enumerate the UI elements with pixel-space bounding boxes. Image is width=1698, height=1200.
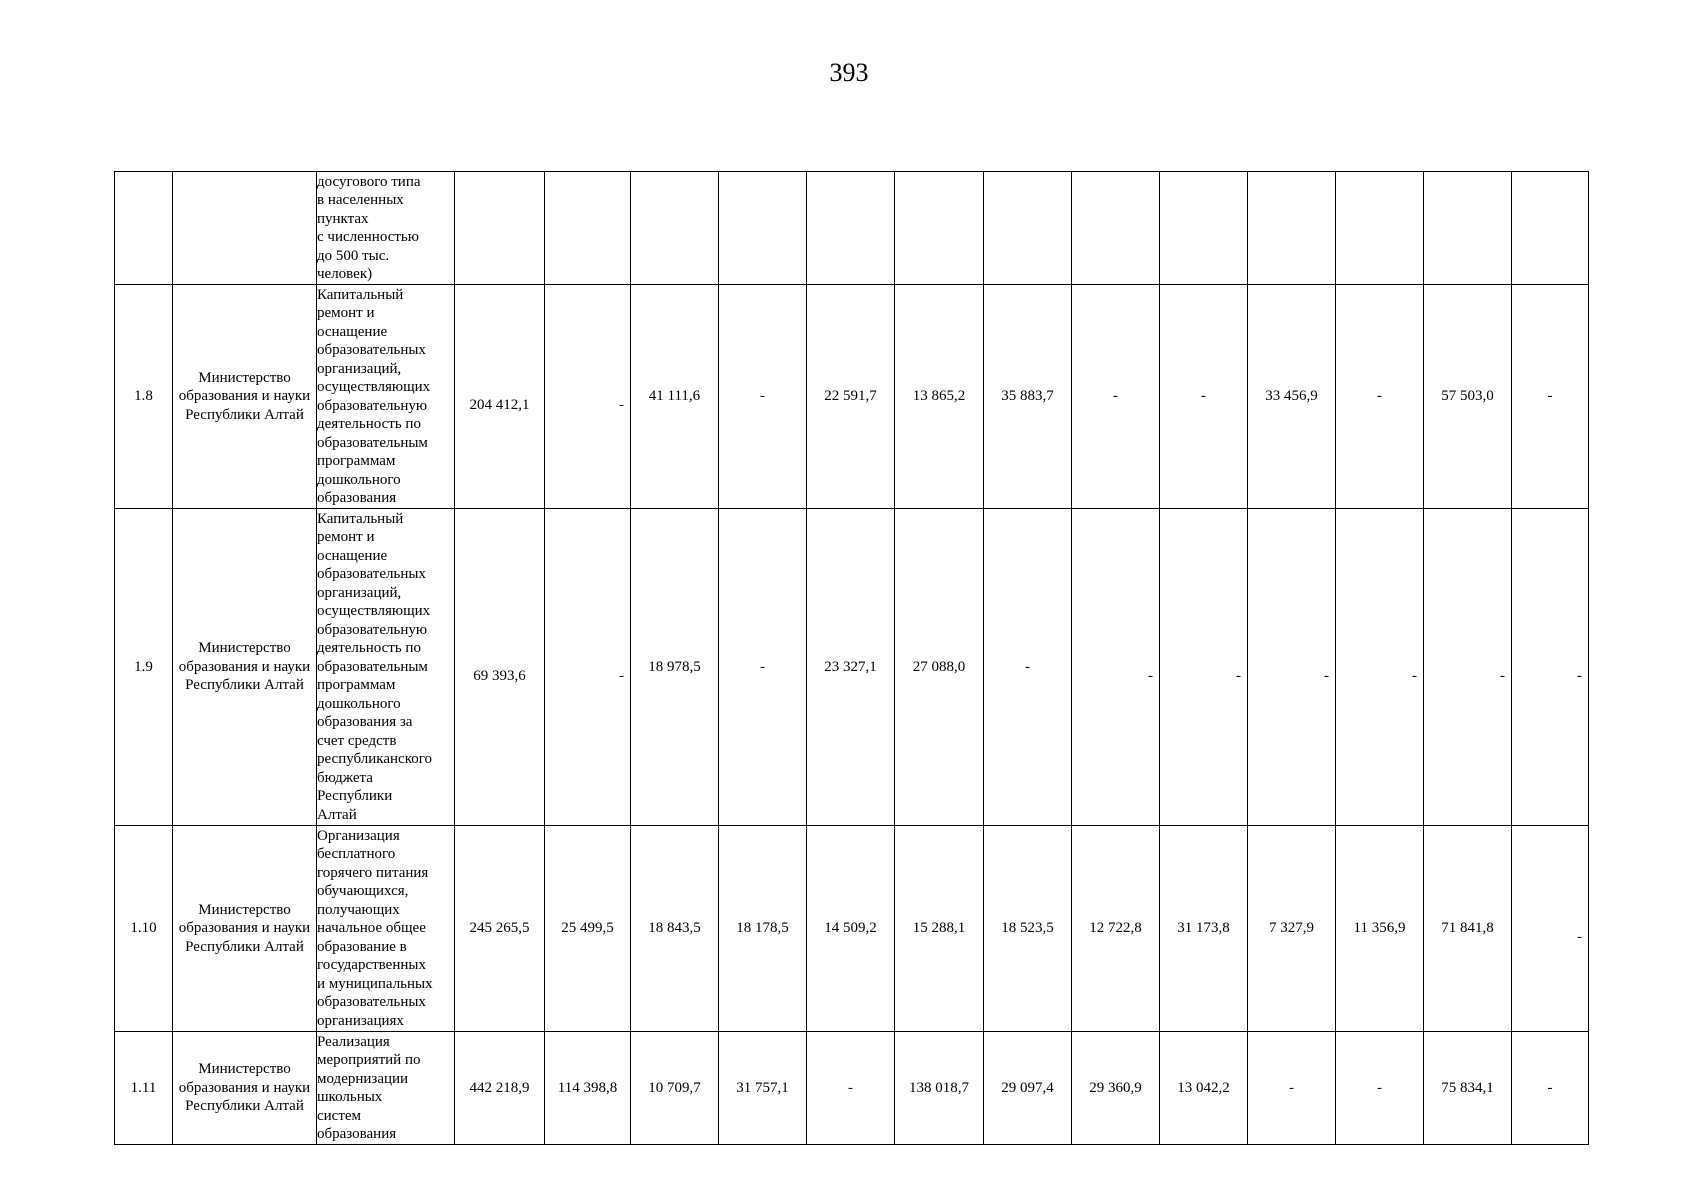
total-cell: 442 218,9 <box>455 1032 545 1145</box>
value-cell: - <box>1248 509 1336 826</box>
page-number: 393 <box>829 58 869 87</box>
value-cell: - <box>1512 285 1589 509</box>
value-cell: 31 173,8 <box>1160 826 1248 1032</box>
value-cell: 22 591,7 <box>807 285 895 509</box>
value-cell: 18 843,5 <box>631 826 719 1032</box>
value-cell <box>1512 172 1589 285</box>
value-cell: - <box>1512 826 1589 1032</box>
organization-cell: Министерство образования и науки Республики Алтай <box>173 509 317 826</box>
value-cell: 35 883,7 <box>984 285 1072 509</box>
value-cell: 11 356,9 <box>1336 826 1424 1032</box>
organization-cell: Министерство образования и науки Республики Алтай <box>173 285 317 509</box>
value-cell: - <box>1336 285 1424 509</box>
value-cell: 23 327,1 <box>807 509 895 826</box>
value-cell: 18 978,5 <box>631 509 719 826</box>
value-cell: - <box>1248 1032 1336 1145</box>
organization-cell: Министерство образования и науки Республики Алтай <box>173 1032 317 1145</box>
value-cell: 13 042,2 <box>1160 1032 1248 1145</box>
value-cell: 29 360,9 <box>1072 1032 1160 1145</box>
description-cell: Капитальный ремонт и оснащение образовательных организаций, осуществляющих образовательную деятельность по образовательным программам дошкольного образования за счет средств республиканского бюджета Республики Алтай <box>317 509 455 826</box>
value-cell: 7 327,9 <box>1248 826 1336 1032</box>
value-cell: - <box>1512 1032 1589 1145</box>
description-cell: Реализация мероприятий по модернизации школьных систем образования <box>317 1032 455 1145</box>
value-cell: - <box>1072 509 1160 826</box>
row-number: 1.8 <box>115 285 173 509</box>
value-cell <box>1424 172 1512 285</box>
value-cell: - <box>1160 285 1248 509</box>
table-row <box>115 826 1589 1032</box>
value-cell: - <box>719 285 807 509</box>
table-row <box>115 509 1589 826</box>
value-cell: 27 088,0 <box>895 509 984 826</box>
value-cell: 41 111,6 <box>631 285 719 509</box>
value-cell <box>807 172 895 285</box>
value-cell: - <box>1424 509 1512 826</box>
total-cell <box>455 172 545 285</box>
value-cell: 71 841,8 <box>1424 826 1512 1032</box>
total-cell: 245 265,5 <box>455 826 545 1032</box>
value-cell: 75 834,1 <box>1424 1032 1512 1145</box>
description-cell: досугового типа в населенных пунктах с численностью до 500 тыс. человек) <box>317 172 455 285</box>
description-cell: Организация бесплатного горячего питания обучающихся, получающих начальное общее образование в государственных и муниципальных образовательных организациях <box>317 826 455 1032</box>
value-cell <box>1072 172 1160 285</box>
row-number: 1.11 <box>115 1032 173 1145</box>
value-cell: 18 178,5 <box>719 826 807 1032</box>
value-cell: 14 509,2 <box>807 826 895 1032</box>
value-cell: 31 757,1 <box>719 1032 807 1145</box>
value-cell: 18 523,5 <box>984 826 1072 1032</box>
value-cell <box>1336 172 1424 285</box>
value-cell: 29 097,4 <box>984 1032 1072 1145</box>
organization-cell <box>173 172 317 285</box>
value-cell <box>719 172 807 285</box>
value-cell: - <box>545 509 631 826</box>
value-cell: 25 499,5 <box>545 826 631 1032</box>
value-cell: 12 722,8 <box>1072 826 1160 1032</box>
value-cell: - <box>984 509 1072 826</box>
value-cell: - <box>807 1032 895 1145</box>
value-cell: 10 709,7 <box>631 1032 719 1145</box>
total-cell: 69 393,6 <box>455 509 545 826</box>
value-cell <box>895 172 984 285</box>
value-cell <box>631 172 719 285</box>
value-cell: 13 865,2 <box>895 285 984 509</box>
row-number: 1.9 <box>115 509 173 826</box>
value-cell: 33 456,9 <box>1248 285 1336 509</box>
value-cell: - <box>1336 1032 1424 1145</box>
total-cell: 204 412,1 <box>455 285 545 509</box>
organization-cell: Министерство образования и науки Республики Алтай <box>173 826 317 1032</box>
value-cell: 57 503,0 <box>1424 285 1512 509</box>
value-cell: 15 288,1 <box>895 826 984 1032</box>
value-cell <box>984 172 1072 285</box>
value-cell <box>1248 172 1336 285</box>
table-row <box>115 285 1589 509</box>
row-number <box>115 172 173 285</box>
budget-table <box>114 171 1589 1145</box>
table-row <box>115 172 1589 285</box>
value-cell: - <box>1512 509 1589 826</box>
value-cell: - <box>1072 285 1160 509</box>
table-row <box>115 1032 1589 1145</box>
description-cell: Капитальный ремонт и оснащение образовательных организаций, осуществляющих образовательную деятельность по образовательным программам дошкольного образования <box>317 285 455 509</box>
value-cell: - <box>719 509 807 826</box>
value-cell <box>545 172 631 285</box>
value-cell: 114 398,8 <box>545 1032 631 1145</box>
row-number: 1.10 <box>115 826 173 1032</box>
value-cell <box>1160 172 1248 285</box>
value-cell: - <box>1336 509 1424 826</box>
value-cell: - <box>1160 509 1248 826</box>
value-cell: 138 018,7 <box>895 1032 984 1145</box>
value-cell: - <box>545 285 631 509</box>
